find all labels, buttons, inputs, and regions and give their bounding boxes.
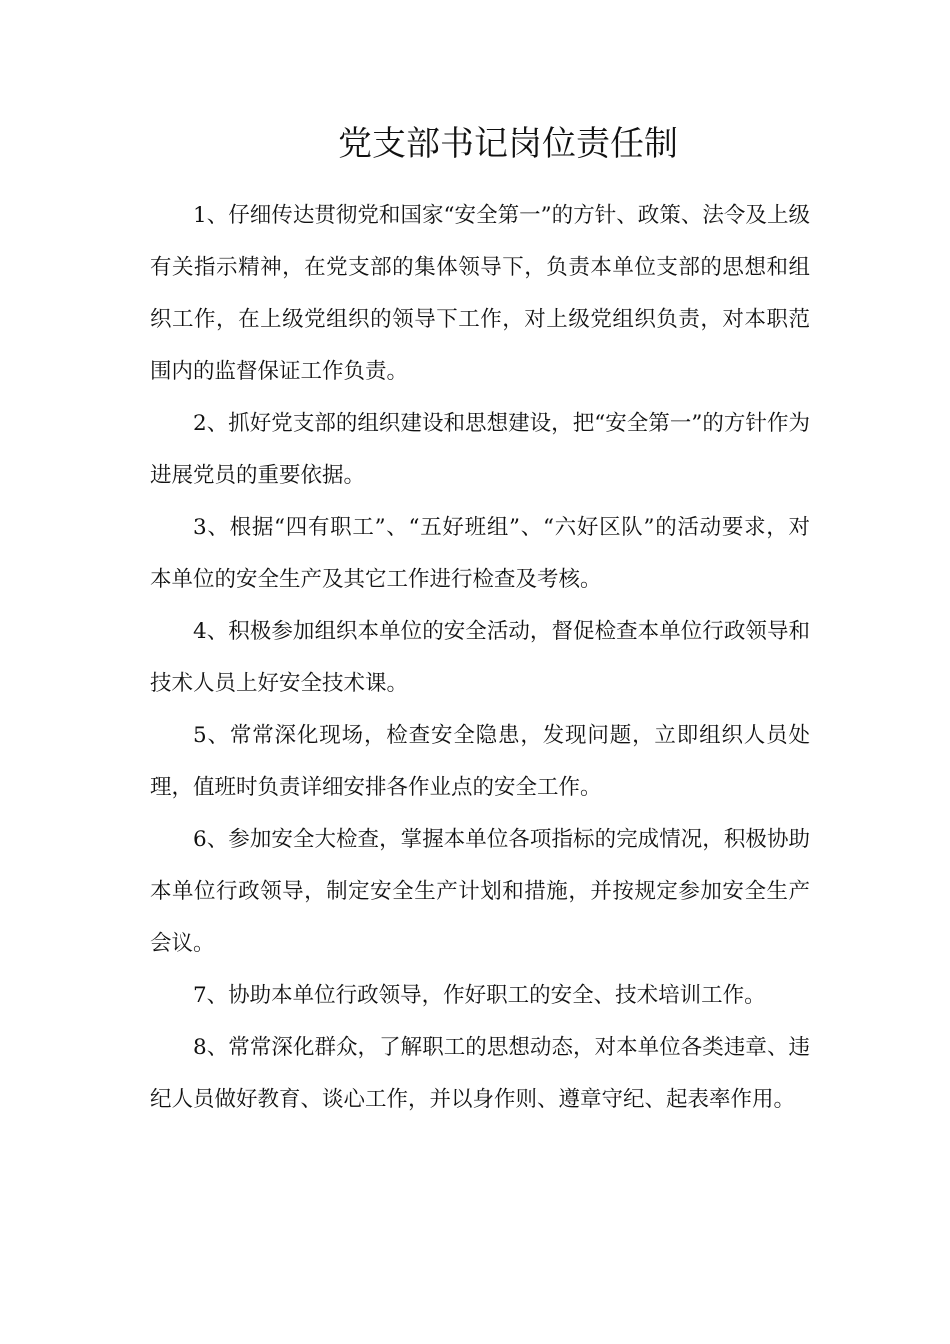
document-title: 党支部书记岗位责任制 bbox=[338, 124, 678, 164]
duty-item-8: 8、常常深化群众，了解职工的思想动态，对本单位各类违章、违纪人员做好教育、谈心工作，并以身作则、遵章守纪、起表率作用。 bbox=[150, 1035, 810, 1112]
duty-item-2: 2、抓好党支部的组织建设和思想建设，把“安全第一”的方针作为进展党员的重要依据。 bbox=[150, 411, 810, 488]
duty-item-1: 1、仔细传达贯彻党和国家“安全第一”的方针、政策、法令及上级有关指示精神，在党支部的集体领导下，负责本单位支部的思想和组织工作，在上级党组织的领导下工作，对上级党组织负责，对本职范围内的监督保证工作负责。 bbox=[150, 203, 810, 384]
duty-item-3: 3、根据“四有职工”、“五好班组”、“六好区队”的活动要求，对本单位的安全生产及其它工作进行检查及考核。 bbox=[150, 515, 810, 592]
duty-item-4: 4、积极参加组织本单位的安全活动，督促检查本单位行政领导和技术人员上好安全技术课。 bbox=[150, 619, 810, 696]
duty-item-7: 7、协助本单位行政领导，作好职工的安全、技术培训工作。 bbox=[193, 983, 766, 1008]
duty-item-6: 6、参加安全大检查，掌握本单位各项指标的完成情况，积极协助本单位行政领导，制定安全生产计划和措施，并按规定参加安全生产会议。 bbox=[150, 827, 810, 956]
duty-item-5: 5、常常深化现场，检查安全隐患，发现问题，立即组织人员处理，值班时负责详细安排各作业点的安全工作。 bbox=[150, 723, 810, 800]
document-body bbox=[150, 190, 810, 1126]
